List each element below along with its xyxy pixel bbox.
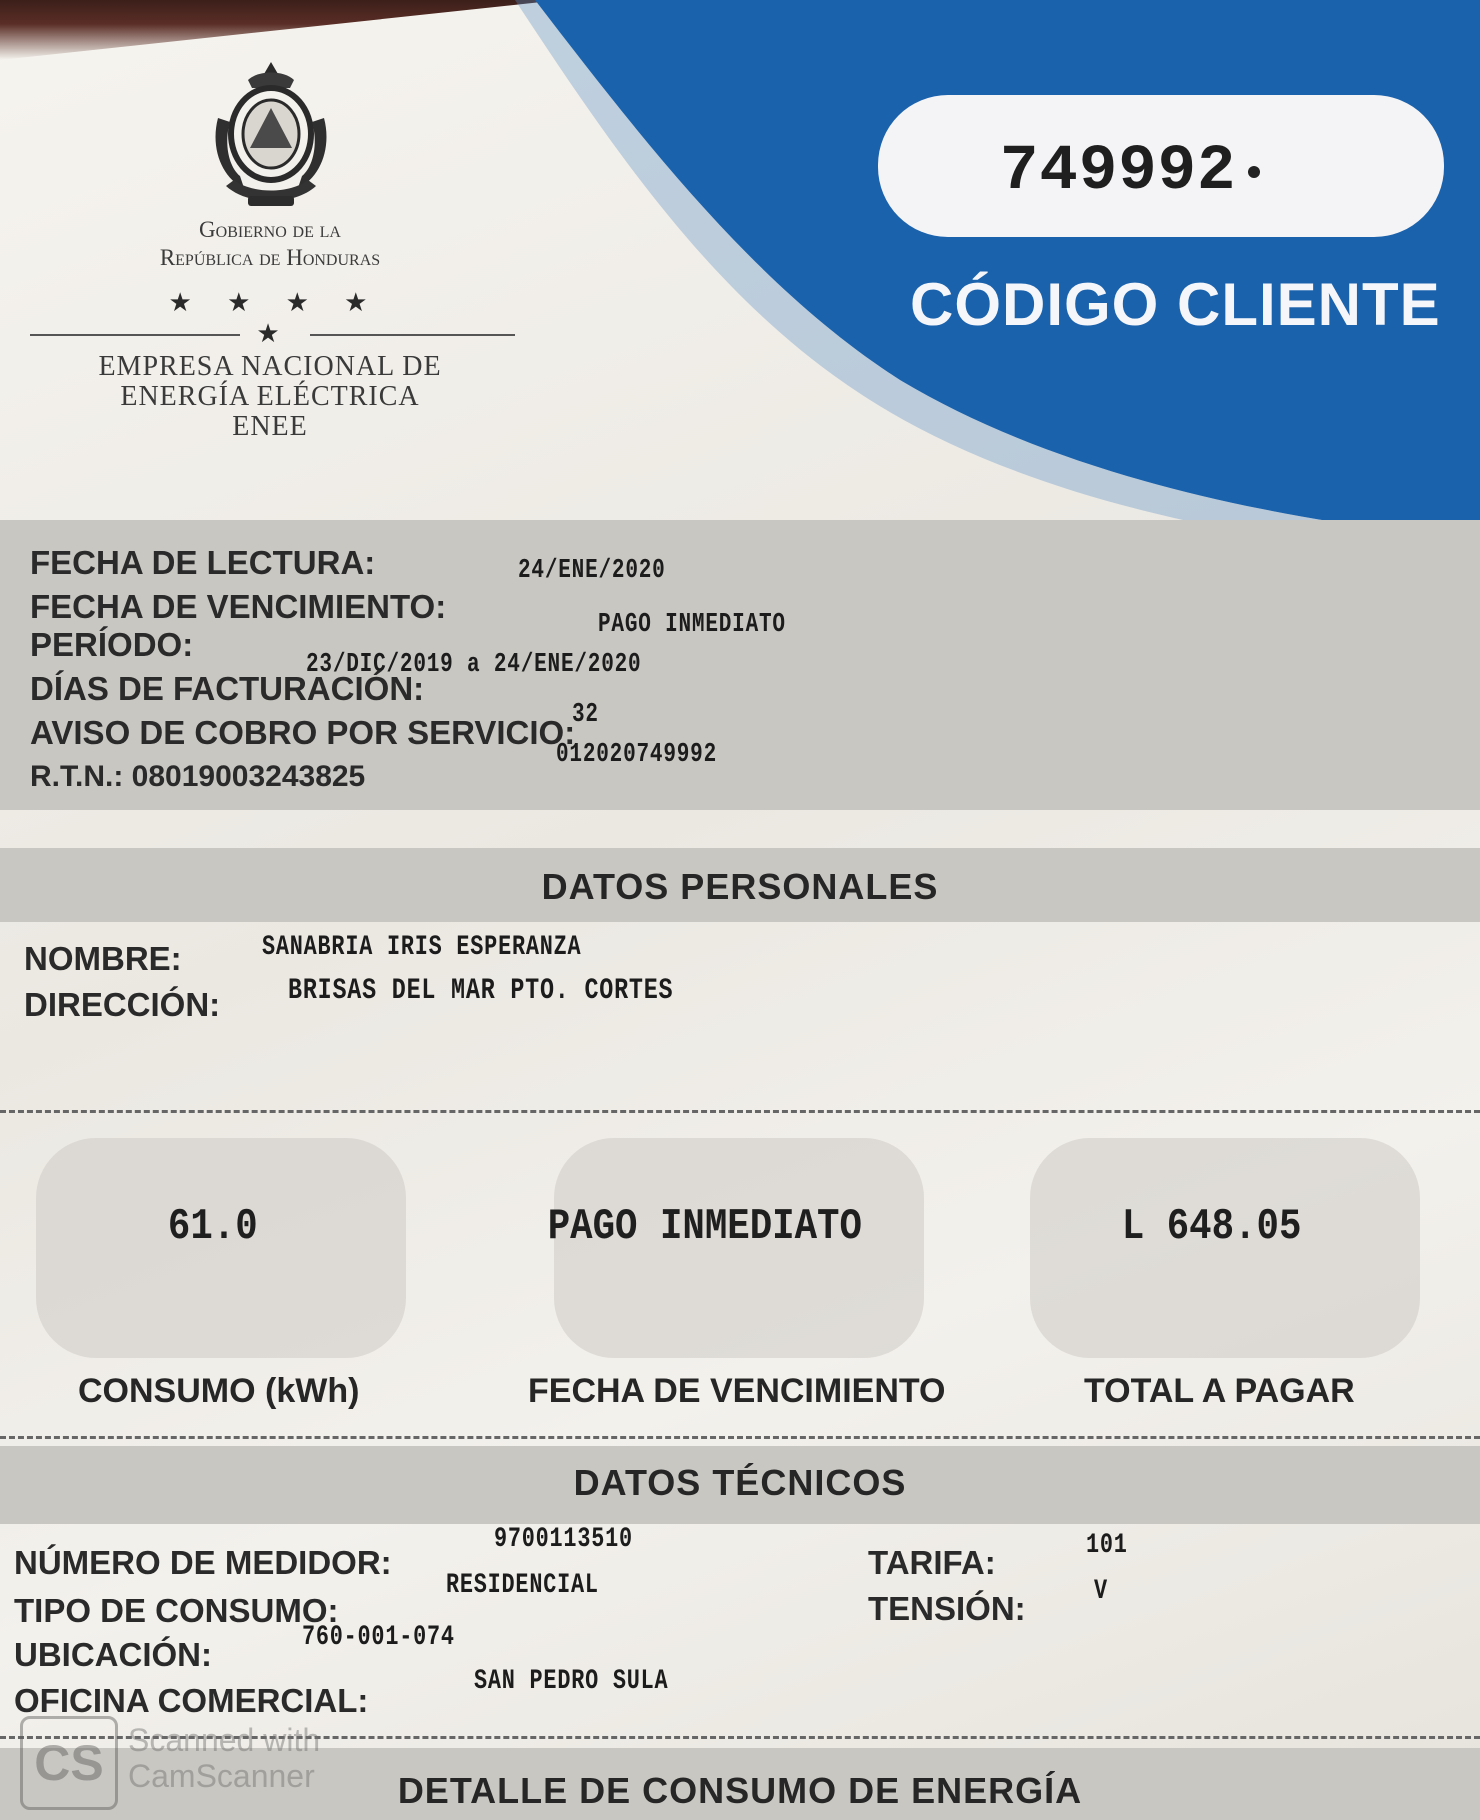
detalle-section-title: DETALLE DE CONSUMO DE ENERGÍA [397,1770,1083,1811]
tension-label: TENSIÓN: [868,1590,1026,1627]
consumo-value: 61.0 [167,1202,258,1252]
government-line-1: Gobierno de la [199,217,341,242]
government-line-2: República de Honduras [159,245,381,270]
honduras-coat-of-arms-icon [208,58,334,210]
nombre-label: NOMBRE: [24,940,182,977]
fecha-lectura-label: FECHA DE LECTURA: [30,544,376,581]
rtn-label: R.T.N.: 08019003243825 [30,760,366,793]
vencimiento-label: FECHA DE VENCIMIENTO [528,1372,946,1410]
stars-row: ★ ★ ★ ★ ★ [168,287,382,348]
header-rule-left [30,334,240,336]
government-name [100,216,440,272]
company-line-3: ENEE [232,411,308,442]
aviso-cobro-value: 012020749992 [556,740,718,770]
direccion-value: BRISAS DEL MAR PTO. CORTES [288,974,674,1008]
total-label: TOTAL A PAGAR [1084,1372,1355,1410]
client-code-dot [1248,166,1260,178]
oficina-comercial-label: OFICINA COMERCIAL: [14,1682,369,1719]
company-line-2: ENERGÍA ELÉCTRICA [120,381,420,412]
consumo-label: CONSUMO (kWh) [78,1372,360,1410]
header-rule-right [310,334,515,336]
oficina-comercial-value: SAN PEDRO SULA [474,1666,669,1697]
camscanner-logo-icon: CS [20,1716,118,1810]
dias-facturacion-value: 32 [572,700,599,730]
direccion-label: DIRECCIÓN: [24,986,221,1023]
fecha-vencimiento-value: PAGO INMEDIATO [598,610,786,640]
watermark-line-2: CamScanner [128,1758,315,1794]
total-value: L 648.05 [1121,1202,1302,1252]
periodo-value: 23/DIC/2019 a 24/ENE/2020 [306,650,642,680]
divider-dashed-1 [0,1110,1480,1113]
medidor-label: NÚMERO DE MEDIDOR: [14,1544,392,1581]
divider-dashed-2 [0,1436,1480,1439]
fecha-lectura-value: 24/ENE/2020 [518,556,666,586]
client-code-label: CÓDIGO CLIENTE [910,271,1441,338]
dias-facturacion-label: DÍAS DE FACTURACIÓN: [30,670,425,707]
technical-section-title: DATOS TÉCNICOS [573,1462,907,1503]
watermark-line-1: Scanned with [128,1722,321,1758]
periodo-label: PERÍODO: [30,626,194,663]
medidor-value: 9700113510 [494,1524,633,1555]
nombre-value: SANABRIA IRIS ESPERANZA [262,932,582,963]
tarifa-label: TARIFA: [868,1544,996,1581]
vencimiento-value: PAGO INMEDIATO [547,1202,862,1252]
tipo-consumo-value: RESIDENCIAL [446,1570,599,1601]
ubicacion-label: UBICACIÓN: [14,1636,212,1673]
client-code-value: 749992 [1000,136,1237,208]
fecha-vencimiento-label: FECHA DE VENCIMIENTO: [30,588,447,625]
company-line-1: EMPRESA NACIONAL DE [98,351,442,382]
ubicacion-value: 760-001-074 [302,1622,455,1653]
company-name [60,352,480,442]
personal-section-title: DATOS PERSONALES [541,866,939,907]
tension-value: V [1094,1576,1108,1607]
aviso-cobro-label: AVISO DE COBRO POR SERVICIO: [30,714,576,751]
camscanner-watermark [128,1722,320,1794]
tarifa-value: 101 [1086,1530,1128,1561]
tipo-consumo-label: TIPO DE CONSUMO: [14,1592,339,1629]
